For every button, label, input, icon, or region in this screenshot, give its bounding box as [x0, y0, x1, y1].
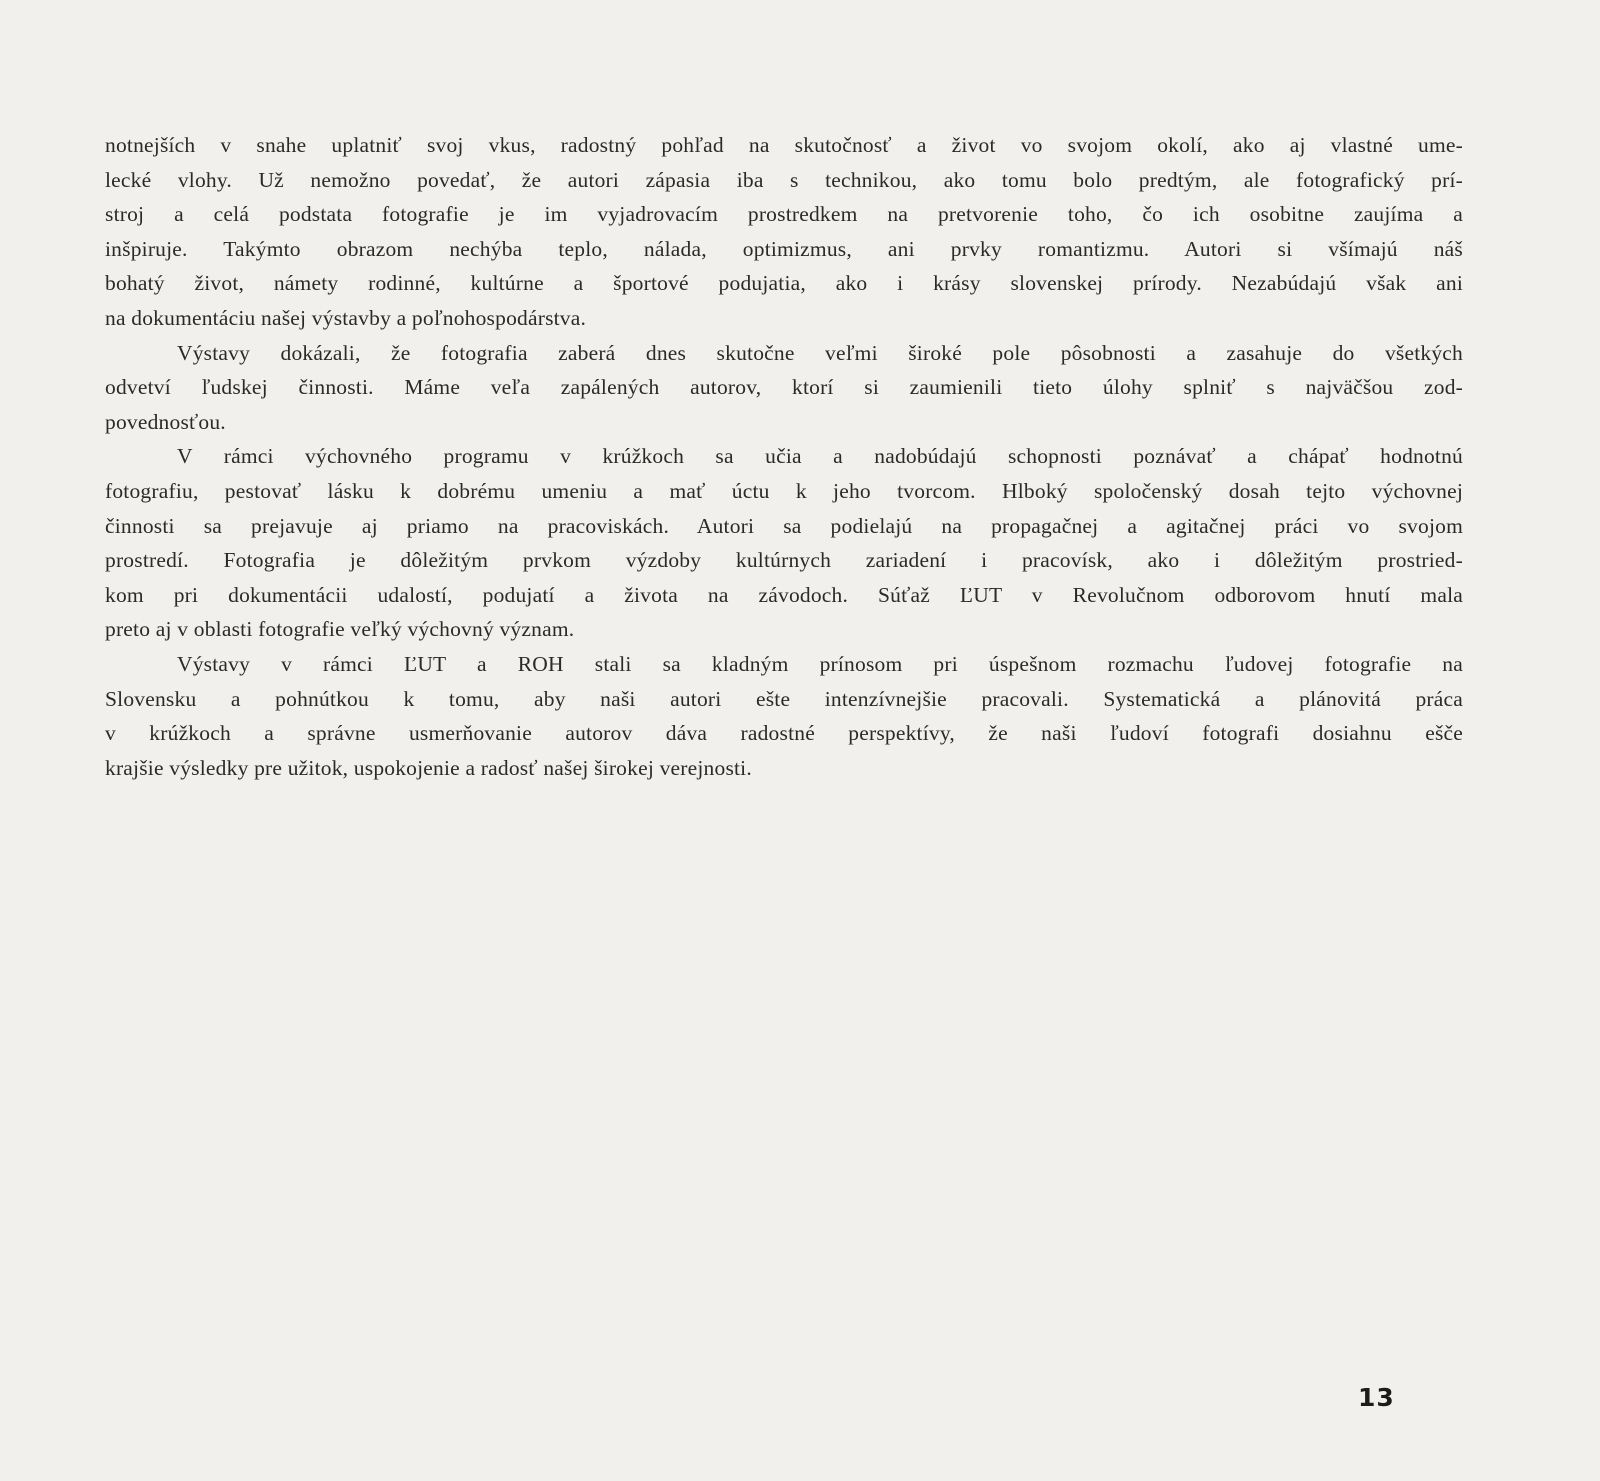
text-line: na dokumentáciu našej výstavby a poľnohospodárstva. — [105, 305, 587, 330]
text-line: inšpiruje. Takýmto obrazom nechýba teplo, nálada, optimizmus, ani prvky romantizmu. Autori si všímajú náš — [105, 236, 1463, 261]
text-line: kom pri dokumentácii udalostí, podujatí a života na závodoch. Súťaž ĽUT v Revolučnom odborovom hnutí mala — [105, 582, 1463, 607]
text-line: lecké vlohy. Už nemožno povedať, že autori zápasia iba s technikou, ako tomu bolo predtým, ale fotografický prí- — [105, 167, 1463, 192]
body-text — [105, 128, 1463, 785]
text-line: Výstavy dokázali, že fotografia zaberá dnes skutočne veľmi široké pole pôsobnosti a zasahuje do všetkých — [177, 340, 1463, 365]
paragraph-continuation — [105, 128, 1463, 336]
paragraph-exhibitions — [105, 336, 1463, 440]
text-line: prostredí. Fotografia je dôležitým prvkom výzdoby kultúrnych zariadení i pracovísk, ako i dôležitým prostried- — [105, 548, 1463, 573]
text-line: činnosti sa prejavuje aj priamo na pracoviskách. Autori sa podielajú na propagačnej a agitačnej práci vo svojom — [105, 513, 1463, 538]
paragraph-conclusion — [105, 647, 1463, 785]
paragraph-education — [105, 439, 1463, 647]
page-number: 13 — [1358, 1383, 1395, 1412]
text-line: v krúžkoch a správne usmerňovanie autorov dáva radostné perspektívy, že naši ľudoví fotografi dosiahnu ešče — [105, 721, 1463, 746]
text-line: preto aj v oblasti fotografie veľký výchovný význam. — [105, 617, 575, 642]
text-line: odvetví ľudskej činnosti. Máme veľa zapálených autorov, ktorí si zaumienili tieto úlohy splniť s najväčšou zod- — [105, 375, 1463, 400]
text-line: bohatý život, námety rodinné, kultúrne a športové podujatia, ako i krásy slovenskej prírody. Nezabúdajú však ani — [105, 271, 1463, 296]
text-line: fotografiu, pestovať lásku k dobrému umeniu a mať úctu k jeho tvorcom. Hlboký spoločenský dosah tejto výchovnej — [105, 478, 1463, 503]
text-line: krajšie výsledky pre užitok, uspokojenie a radosť našej širokej verejnosti. — [105, 755, 752, 780]
text-line: stroj a celá podstata fotografie je im vyjadrovacím prostredkem na pretvorenie toho, čo ich osobitne zaujíma a — [105, 202, 1463, 227]
text-line: V rámci výchovného programu v krúžkoch sa učia a nadobúdajú schopnosti poznávať a chápať hodnotnú — [177, 444, 1463, 469]
text-line: Slovensku a pohnútkou k tomu, aby naši autori ešte intenzívnejšie pracovali. Systematická a plánovitá práca — [105, 686, 1463, 711]
text-line: povednosťou. — [105, 409, 226, 434]
text-line: Výstavy v rámci ĽUT a ROH stali sa kladným prínosom pri úspešnom rozmachu ľudovej fotografie na — [177, 651, 1463, 676]
text-line: notnejších v snahe uplatniť svoj vkus, radostný pohľad na skutočnosť a život vo svojom okolí, ako aj vlastné ume- — [105, 133, 1463, 157]
